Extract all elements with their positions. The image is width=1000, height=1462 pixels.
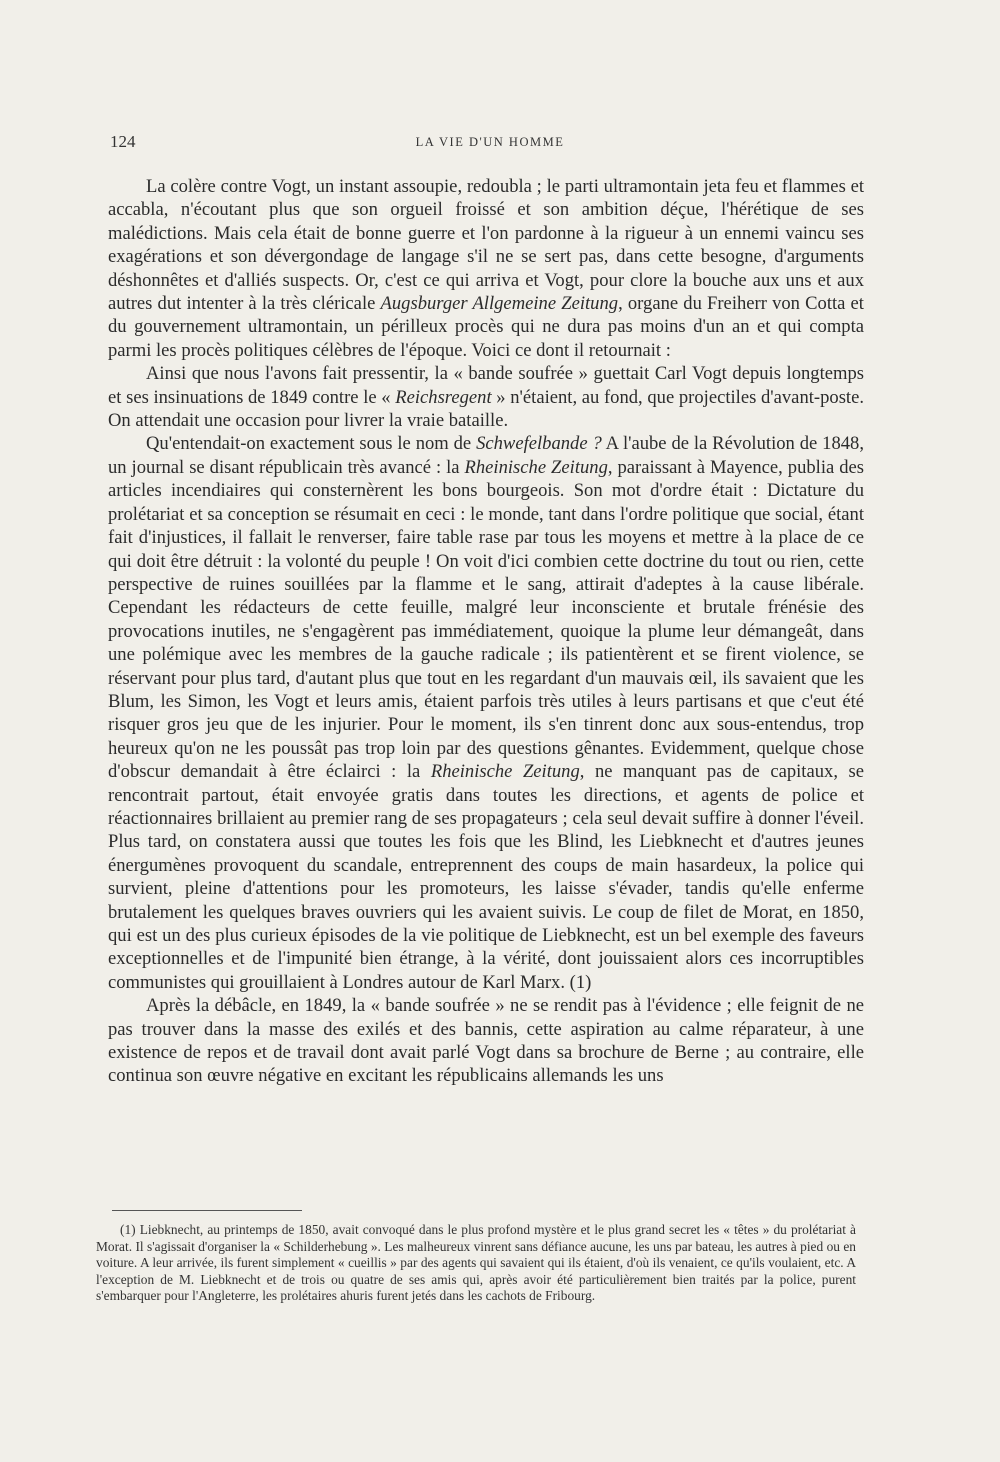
text-segment: , ne manquant pas de capitaux, se rencontrait partout, était envoyée gratis dans toutes les directions, et agents de police et réactionnaires brillaient au premier rang de ses propagateurs ; cela seul devait suffire à donner l'éveil. Plus tard, on constatera aussi que toutes les fois que les Blind, les Liebknecht et d'autres jeunes énergumènes provoquent du scandale, entreprennent des coups de main hasardeux, la police qui survient, pleine d'attentions pour les promoteurs, les laisse s'évader, tandis qu'elle enferme brutalement les quelques braves ouvriers qui les avaient suivis. Le coup de filet de Morat, en 1850, qui est un des plus curieux épisodes de la vie politique de Liebknecht, est un bel exemple des faveurs exceptionnelles et de l'impunité bien étrange, à la vérité, dont jouissaient alors ces incorruptibles communistes qui grouillaient à Londres autour de Karl Marx. (1)	[108, 761, 864, 993]
text-segment: , paraissant à Mayence, publia des articles incendiaires qui consternèrent les bons bourgeois. Son mot d'ordre était : Dictature du prolétariat et sa conception se résumait en ceci : le monde, tant dans l'ordre politique que social, étant fait d'injustices, il fallait le renverser, faire table rase par tous les moyens et mettre à la place de ce qui doit être détruit : la volonté du peuple ! On voit d'ici combien cette doctrine du tout ou rien, cette perspective de ruines souillées par la flamme et le sang, attirait d'adeptes à la cause libérale. Cependant les rédacteurs de cette feuille, malgré leur inconsciente et brutale frénésie des provocations inutiles, ne s'engagèrent pas immédiatement, quoique la plume leur démangeât, dans une polémique avec les membres de la gauche radicale ; ils patientèrent et se firent violence, se réservant pour plus tard, d'autant plus que tout en les regardant d'un mauvais œil, ils savaient que les Blum, les Simon, les Vogt et leurs amis, étaient parfois très utiles à leurs partisans et que c'eut été risquer gros jeu que de les injurier. Pour le moment, ils s'en tinrent donc aux sous-entendus, trop heureux qu'on ne les poussât pas trop loin par des questions gênantes. Evidemment, quelque chose d'obscur demandait à être éclairci : la	[108, 456, 864, 783]
paragraph	[108, 994, 864, 1088]
text-segment: » n'étaient, au fond, que projectiles d'avant-poste. On attendait une occasion pour livrer la vraie bataille.	[108, 386, 864, 432]
paragraph	[108, 175, 864, 362]
footnote-divider	[112, 1210, 302, 1211]
italic-text: Augsburger Allgemeine Zeitung	[380, 293, 619, 315]
page-number: 124	[110, 132, 136, 151]
text-segment: Ainsi que nous l'avons fait pressentir, la « bande soufrée » guettait Carl Vogt depuis longtemps et ses insinuations de 1849 contre le «	[108, 363, 864, 408]
paragraph	[108, 362, 864, 432]
text-segment: Après la débâcle, en 1849, la « bande soufrée » ne se rendit pas à l'évidence ; elle feignit de ne pas trouver dans la masse des exilés et des bannis, cette aspiration au calme réparateur, à une existence de repos et de travail dont avait parlé Vogt dans sa brochure de Berne ; au contraire, elle continua son œuvre négative en excitant les républicains allemands les uns	[108, 995, 864, 1087]
italic-text: Reichsregent	[395, 386, 492, 408]
text-segment: , organe du Freiherr von Cotta et du gouvernement ultramontain, un périlleux procès qui ne dura pas moins d'un an et qui compta parmi les procès politiques célèbres de l'époque. Voici ce dont il retournait :	[108, 293, 864, 361]
footnote: (1) Liebknecht, au printemps de 1850, avait convoqué dans le plus profond mystère et le plus grand secret les « têtes » du prolétariat à Morat. Il s'agissait d'organiser la « Schilderhebung ». Les malheureux vinrent sans défiance aucune, les uns par bateau, les autres à pied ou en voiture. A leur arrivée, ils furent simplement « cueillis » par des agents qui savaient qui ils étaient, d'où ils venaient, ce qu'ils voulaient, etc. A l'exception de M. Liebknecht et de trois ou quatre de ses amis qui, après avoir été particulièrement bien traités par la police, purent s'embarquer pour l'Angleterre, les prolétaires ahuris furent jetés dans les cachots de Fribourg.	[96, 1222, 856, 1304]
italic-text: Rheinische Zeitung	[430, 761, 580, 783]
italic-text: Rheinische Zeitung	[464, 456, 608, 478]
text-segment: Qu'entendait-on exactement sous le nom de	[146, 433, 477, 455]
text-segment: La colère contre Vogt, un instant assoupie, redoubla ; le parti ultramontain jeta feu et flammes et accabla, n'écoutant plus que son orgueil froissé et son ambition déçue, l'hérétique de ses malédictions. Mais cela était de bonne guerre et l'on pardonne à la rigueur à un ennemi vaincu ses exagérations et son dévergondage de langage s'il ne se sert pas, dans cette besogne, d'arguments déshonnêtes et d'alliés suspects. Or, c'est ce qui arriva et Vogt, pour clore la bouche aux uns et aux autres dut intenter à la très cléricale	[108, 176, 864, 315]
paragraph	[108, 432, 864, 994]
page-header	[110, 132, 870, 156]
footnotes	[96, 1222, 856, 1305]
running-title: LA VIE D'UN HOMME	[415, 135, 565, 149]
text-segment: A l'aube de la Révolution de 1848, un journal se disant républicain très avancé : la	[108, 433, 864, 478]
italic-text: Schwefelbande ?	[476, 433, 602, 455]
body-text	[108, 175, 864, 1088]
